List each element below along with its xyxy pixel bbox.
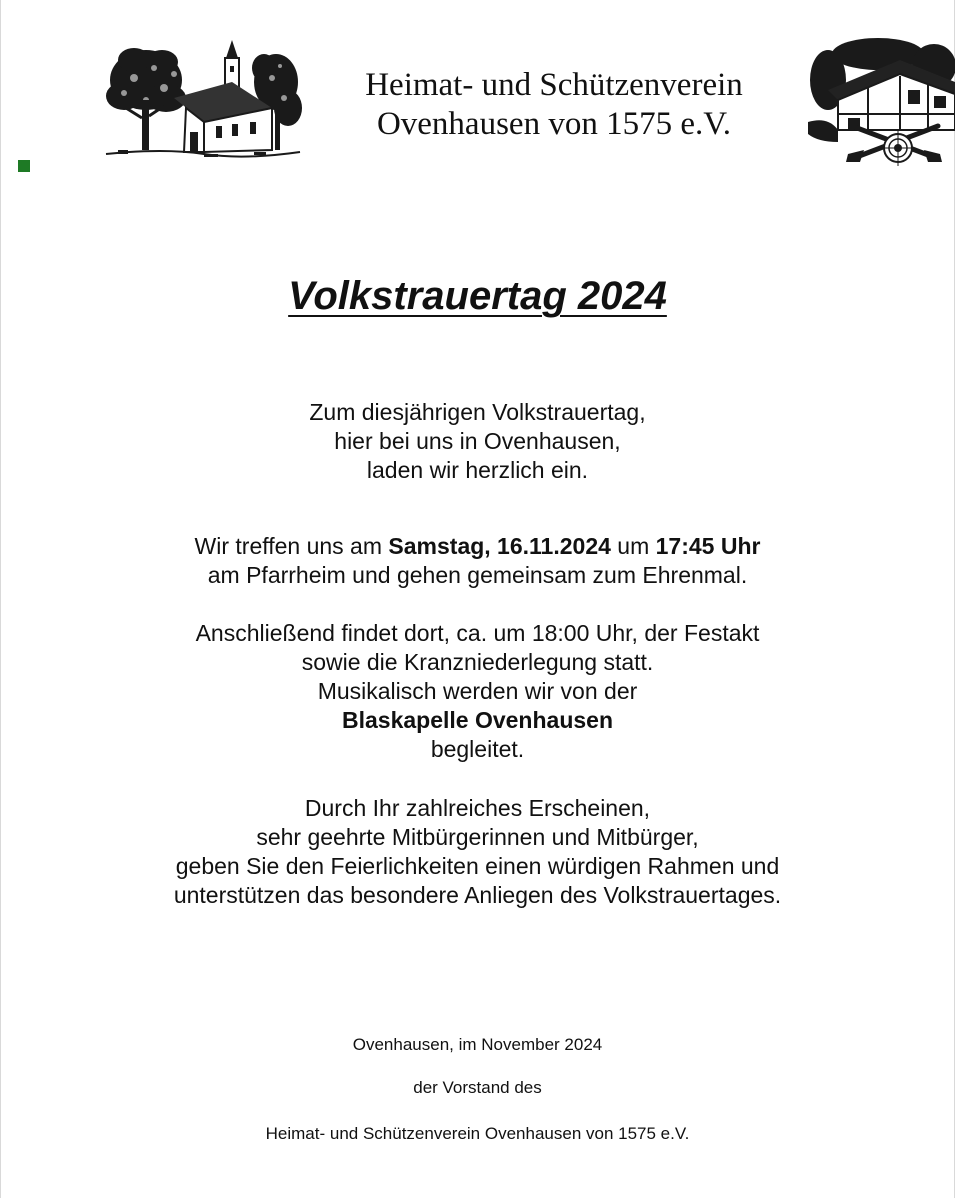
meeting-prefix: Wir treffen uns am xyxy=(194,533,389,559)
appeal-line-3: geben Sie den Feierlichkeiten einen würdigen Rahmen und xyxy=(175,853,780,879)
ceremony-line-5: begleitet. xyxy=(430,736,525,762)
page-title: Volkstrauertag 2024 xyxy=(288,274,667,318)
band-name: Blaskapelle Ovenhausen xyxy=(341,707,613,733)
footer-board: der Vorstand des xyxy=(413,1078,542,1097)
meeting-time: 17:45 Uhr xyxy=(655,533,761,559)
invitation-line-1: Zum diesjährigen Volkstrauertag, xyxy=(309,399,646,425)
ceremony-paragraph xyxy=(40,619,915,764)
appeal-line-1: Durch Ihr zahlreiches Erscheinen, xyxy=(304,795,651,821)
meeting-middle: um xyxy=(610,533,656,559)
invitation-line-3: laden wir herzlich ein. xyxy=(366,457,589,483)
club-title xyxy=(320,66,788,144)
ceremony-line-1: Anschließend findet dort, ca. um 18:00 Uhr, der Festakt xyxy=(195,620,760,646)
meeting-date: Samstag, 16.11.2024 xyxy=(388,533,611,559)
invitation-line-2: hier bei uns in Ovenhausen, xyxy=(334,428,621,454)
appeal-line-2: sehr geehrte Mitbürgerinnen und Mitbürger, xyxy=(256,824,699,850)
ceremony-line-3: Musikalisch werden wir von der xyxy=(317,678,638,704)
club-title-line-1: Heimat- und Schützenverein xyxy=(365,67,743,103)
ceremony-line-2: sowie die Kranzniederlegung statt. xyxy=(301,649,654,675)
meeting-paragraph xyxy=(40,532,915,590)
appeal-line-4: unterstützen das besondere Anliegen des Volkstrauertages. xyxy=(173,882,782,908)
appeal-paragraph xyxy=(40,794,915,910)
church-logo xyxy=(104,38,302,166)
green-square-marker xyxy=(18,160,30,172)
shooting-hall-logo xyxy=(808,30,955,168)
meeting-line-1 xyxy=(40,532,915,561)
club-title-line-2: Ovenhausen von 1575 e.V. xyxy=(376,106,732,142)
meeting-line-2: am Pfarrheim und gehen gemeinsam zum Ehrenmal. xyxy=(207,562,748,588)
invitation-paragraph xyxy=(40,398,915,485)
footer-club: Heimat- und Schützenverein Ovenhausen von 1575 e.V. xyxy=(265,1124,690,1143)
footer-place-date: Ovenhausen, im November 2024 xyxy=(352,1035,603,1054)
